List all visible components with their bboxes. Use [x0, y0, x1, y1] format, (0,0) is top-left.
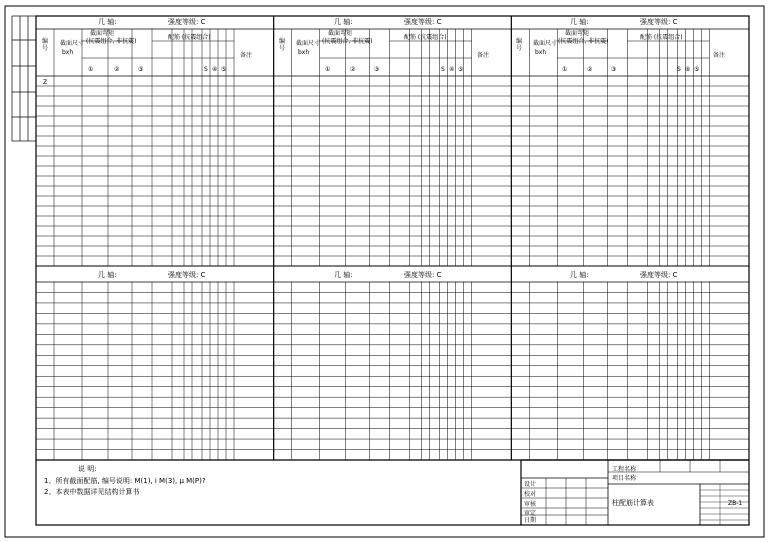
notes-line-1: 1、所有截面配筋, 编号说明: M(1), i M(3), μ M(P)?	[44, 477, 206, 485]
col-number-header-1: 编号	[42, 38, 49, 52]
circled-3-top-2: ③	[374, 66, 380, 73]
col-number-header-2: 编号	[279, 38, 286, 52]
circled-4-top-2: ④	[449, 66, 455, 73]
circled-2-top-3: ②	[587, 66, 593, 73]
circled-2-top-2: ②	[350, 66, 356, 73]
s-label-top-2: S	[441, 66, 445, 73]
section-unit-header-2: bxh	[298, 49, 310, 56]
circled-5-top-3: ⑤	[694, 66, 700, 73]
circled-3-top-1: ③	[138, 66, 144, 73]
moment-header-3: 截面弯矩	[565, 30, 590, 37]
moment-header-1: 截面弯矩	[90, 30, 115, 37]
bottom-section-3-grade: 强度等级: C	[640, 271, 678, 279]
circled-1-top-2: ①	[325, 66, 331, 73]
top-section-2-grade: 强度等级: C	[404, 18, 442, 26]
section-size-header-3: 截面尺寸	[533, 40, 558, 47]
section-unit-header-1: bxh	[62, 49, 74, 56]
moment-header-2: 截面弯矩	[328, 30, 353, 37]
bottom-section-2-grade: 强度等级: C	[404, 271, 442, 279]
tb-label-date: 日期	[524, 517, 537, 524]
notes-title: 说 明:	[78, 465, 97, 473]
s-label-top-1: S	[204, 66, 208, 73]
col-number-header-3: 编号	[516, 38, 523, 52]
moment-sub-header-2: (抗震组合, 非抗震)	[322, 38, 373, 45]
tb-label-approve: 审定	[524, 510, 537, 517]
table-grid	[36, 16, 749, 460]
circled-1-top-3: ①	[562, 66, 568, 73]
bottom-section-1-grade: 强度等级: C	[168, 271, 206, 279]
remark-header-2: 备注	[477, 52, 490, 59]
section-size-header-2: 截面尺寸	[296, 40, 321, 47]
section-unit-header-3: bxh	[535, 49, 547, 56]
remark-header-3: 备注	[713, 52, 726, 59]
bottom-section-2-axis: 几 轴:	[334, 271, 353, 279]
binding-strip	[12, 16, 36, 141]
notes-line-2: 2、本表中数据详见结构计算书	[44, 488, 140, 496]
circled-4-top-3: ④	[685, 66, 691, 73]
first-row-marker: Z	[43, 79, 48, 86]
reinf-header-1: 配筋 (抗震组合)	[168, 34, 211, 41]
top-section-3-grade: 强度等级: C	[640, 18, 678, 26]
top-section-1-grade: 强度等级: C	[168, 18, 206, 26]
circled-5-top-1: ⑤	[221, 66, 227, 73]
top-section-2-axis: 几 轴:	[334, 18, 353, 26]
tb-label-design: 设计	[524, 481, 537, 488]
tb-label-review: 审核	[524, 501, 537, 508]
remark-header-1: 备注	[240, 52, 253, 59]
item-name-label: 项目名称	[612, 475, 637, 482]
section-size-header-1: 截面尺寸	[60, 40, 85, 47]
project-name-label: 工程名称	[612, 466, 637, 473]
bottom-section-1-axis: 几 轴:	[98, 271, 117, 279]
circled-2-top-1: ②	[114, 66, 120, 73]
circled-4-top-1: ④	[212, 66, 218, 73]
moment-sub-header-3: (抗震组合, 非抗震)	[558, 38, 609, 45]
circled-3-top-3: ③	[611, 66, 617, 73]
moment-sub-header-1: (抗震组合, 非抗震)	[86, 38, 137, 45]
circled-1-top-1: ①	[88, 66, 94, 73]
top-section-3-axis: 几 轴:	[570, 18, 589, 26]
circled-5-top-2: ⑤	[458, 66, 464, 73]
drawing-title: 柱配筋计算表	[612, 499, 654, 507]
tb-label-check: 校对	[524, 491, 537, 498]
reinf-header-2: 配筋 (抗震组合)	[404, 34, 447, 41]
top-section-1-axis: 几 轴:	[98, 18, 117, 26]
reinf-header-3: 配筋 (抗震组合)	[640, 34, 683, 41]
s-label-top-3: S	[677, 66, 681, 73]
bottom-section-3-axis: 几 轴:	[570, 271, 589, 279]
drawing-number: ZB-1	[728, 500, 743, 507]
